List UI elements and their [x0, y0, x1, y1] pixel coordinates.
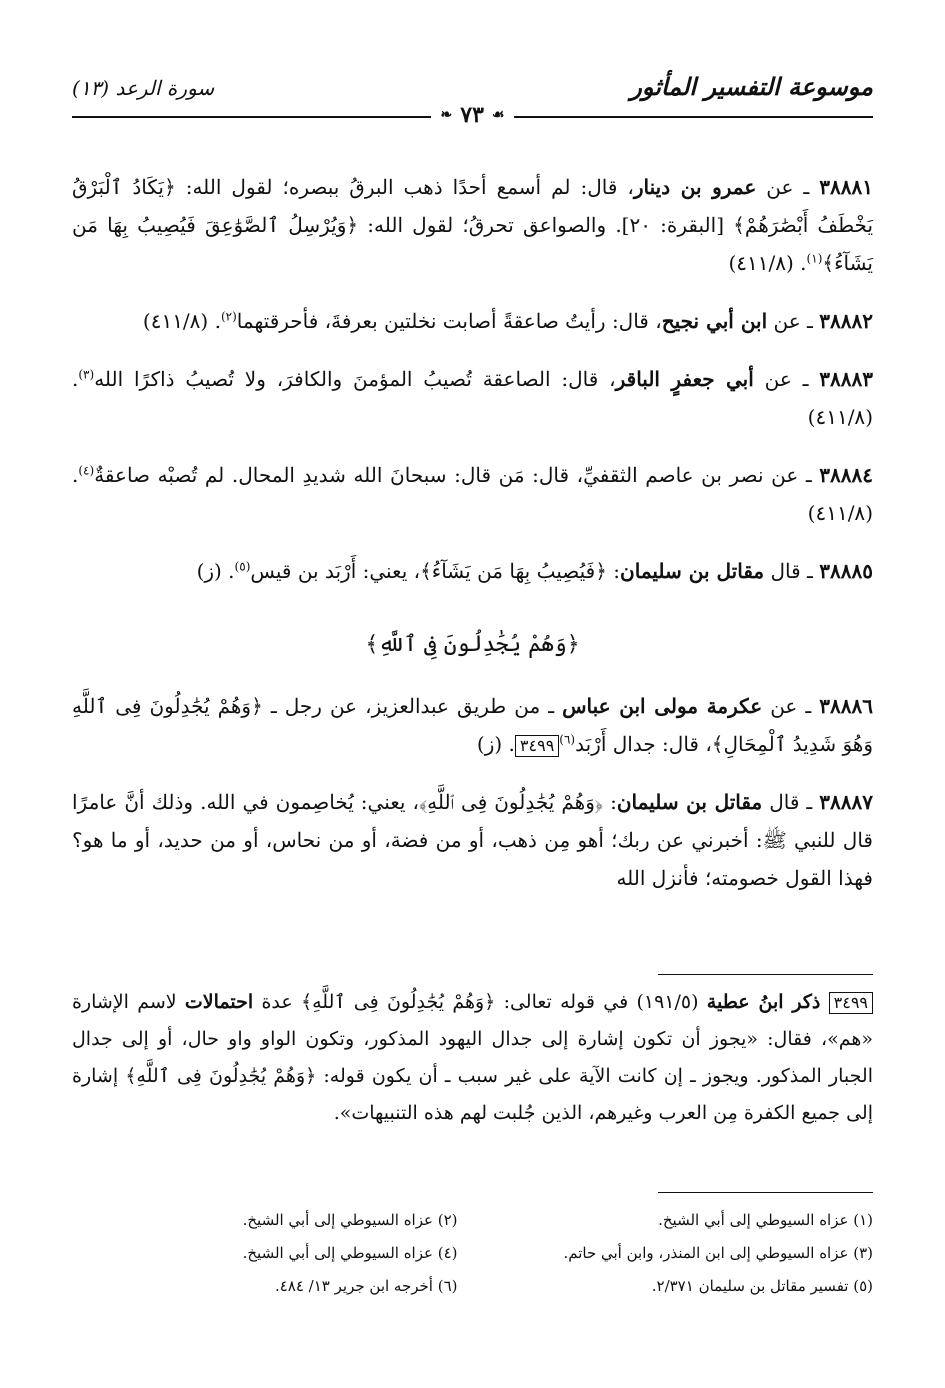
entry-prefix: ـ قال: [762, 790, 820, 814]
page: [72, 60, 873, 1328]
narrator-name: عكرمة مولى ابن عباس: [562, 694, 763, 718]
entry-text: ـ من طريق عبدالعزيز، عن رجل ـ ﴿وَهُمْ يُجَٰدِلُونَ فِى ٱللَّهِ وَهُوَ شَدِيدُ ٱلْمِحَالِ﴾، قال: جدال أَرْبَد: [72, 694, 873, 756]
entry-prefix: ـ عن: [753, 367, 820, 391]
commentary-text-2: لاسم الإشارة «هم»، فقال: «يجوز أن تكون إشارة إلى جدال اليهود المذكور، وتكون الواو واو حال، أو إلى جدال الجبار المذكور. ويجوز ـ إن كانت الآية على غير سبب ـ أن يكون قوله: ﴿وَهُمْ يُجَٰدِلُونَ فِى ٱللَّهِ﴾ إشارة إلى جميع الكفرة مِن العرب وغيرهم، الذين جُلبت لهم هذه التنبيهات».: [72, 991, 873, 1124]
footnote-marker: (٢): [220, 309, 237, 324]
commentary-box-ref: ٣٤٩٩: [515, 735, 559, 757]
commentary-block: [72, 984, 873, 1132]
hadith-entry: [72, 552, 873, 590]
commentary-rule: [658, 974, 873, 975]
entry-number: ٣٨٨٨٣: [819, 367, 873, 391]
entry-prefix: ـ عن: [767, 309, 820, 333]
narrator-name: مقاتل بن سليمان: [620, 559, 765, 583]
book-title: موسوعة التفسير المأثور: [630, 72, 873, 101]
narrator-name: مقاتل بن سليمان: [616, 790, 763, 814]
footnote-3: (٣) عزاه السيوطي إلى ابن المنذر، وابن أبي حاتم.: [563, 1244, 873, 1262]
entry-text: ، قال: لم أسمع أحدًا ذهب البرقُ ببصره؛ لقول الله: ﴿يَكَادُ ٱلْبَرْقُ يَخْطَفُ أَبْصَٰرَهُمْ﴾ [البقرة: ٢٠]. والصواعق تحرقُ؛ لقول الله: ﴿وَيُرْسِلُ ٱلصَّوَٰعِقَ فَيُصِيبُ بِهَا مَن يَشَآءُ﴾: [72, 175, 874, 275]
commentary-lead: ذكر ابنُ عطية: [706, 991, 821, 1013]
running-header: [72, 72, 873, 128]
commentary-text-1: في قوله تعالى: ﴿وَهُمْ يُجَٰدِلُونَ فِى ٱللَّهِ﴾ عدة: [253, 991, 629, 1013]
hadith-entry: [72, 302, 873, 340]
entry-prefix: ـ عن: [756, 175, 820, 199]
footnote-5: (٥) تفسير مقاتل بن سليمان ٢/٣٧١.: [651, 1277, 873, 1295]
page-number-block: [431, 102, 515, 128]
hadith-entry: [72, 168, 873, 282]
footnotes-rule: [658, 1192, 873, 1193]
commentary-box-number: ٣٤٩٩: [829, 992, 873, 1014]
footnote-2: (٢) عزاه السيوطي إلى أبي الشيخ.: [242, 1211, 458, 1229]
footnote-6: (٦) أخرجه ابن جرير ١٣/ ٤٨٤.: [274, 1277, 458, 1295]
hadith-entry: [72, 687, 873, 763]
footnote-marker: (٣): [78, 367, 95, 382]
hadith-entry: [72, 456, 873, 532]
entry-text: ، قال: الصاعقة تُصيبُ المؤمنَ والكافرَ، ولا تُصيبُ ذاكرًا الله: [94, 367, 616, 391]
entry-prefix: ـ عن نصر بن عاصم الثقفيِّ، قال: مَن قال: سبحانَ الله شديدِ المحال. لم تُصبْه صاعقةٌ: [94, 463, 820, 487]
commentary-bold-term: احتمالات: [184, 991, 254, 1013]
entry-ref: . (٤١١/٨): [142, 309, 221, 333]
footnote-1: (١) عزاه السيوطي إلى أبي الشيخ.: [658, 1211, 873, 1229]
footnote-4: (٤) عزاه السيوطي إلى أبي الشيخ.: [242, 1244, 458, 1262]
entry-number: ٣٨٨٨٤: [819, 463, 873, 487]
entry-prefix: ـ قال: [764, 559, 820, 583]
entry-ref: . (٤١١/٨): [728, 251, 807, 275]
footnote-marker: (١): [806, 251, 823, 266]
footnote-marker: (٦): [559, 732, 576, 747]
entry-text: : ﴿فَيُصِيبُ بِهَا مَن يَشَآءُ﴾، يعني: أَرْبَد بن قيس: [250, 559, 621, 583]
ornament-right-icon: ☙: [491, 107, 505, 123]
entry-text: : ﴿وَهُمْ يُجَٰدِلُونَ فِى ٱللَّهِ﴾، يعني: يُخاصِمون في الله. وذلك أنَّ عامرًا قال للنبي ﷺ: أخبرني عن ربك؛ أهو مِن ذهب، أو من فضة، أو من نحاس، أو من حديد، أو ما هو؟ فهذا القول خصومته؛ فأنزل الله: [72, 790, 873, 890]
footnote-marker: (٥): [234, 559, 251, 574]
commentary-ref: (١٩١/٥): [628, 991, 707, 1013]
page-number: ٧٣: [460, 102, 484, 128]
entry-prefix: ـ عن: [762, 694, 820, 718]
entry-ref: . (٤١١/٨): [72, 367, 873, 429]
narrator-name: أبي جعفرٍ الباقر: [615, 367, 754, 391]
narrator-name: عمرو بن دينار: [633, 175, 757, 199]
entry-ref: . (ز): [196, 559, 235, 583]
verse-heading: ﴿وَهُمْ يُجَٰدِلُونَ فِى ٱللَّهِ﴾: [365, 632, 580, 657]
hadith-entry: [72, 360, 873, 436]
narrator-name: ابن أبي نجيح: [661, 309, 768, 333]
entry-number: ٣٨٨٨٦: [819, 694, 873, 718]
entry-number: ٣٨٨٨٧: [819, 790, 873, 814]
entry-text: ، قال: رأيتُ صاعقةً أصابت نخلتين بعرفةَ، فأحرقتهما: [236, 309, 662, 333]
entry-number: ٣٨٨٨٥: [819, 559, 873, 583]
entry-number: ٣٨٨٨١: [819, 175, 874, 199]
ornament-left-icon: ❧: [440, 107, 453, 123]
entry-ref: . (ز): [476, 732, 515, 756]
footnotes: [72, 1204, 873, 1303]
footnote-marker: (٤): [78, 463, 95, 478]
hadith-entry: [72, 783, 873, 897]
main-content: [72, 148, 873, 903]
entry-number: ٣٨٨٨٢: [819, 309, 873, 333]
surah-title: سورة الرعد (١٣): [72, 76, 215, 100]
entry-ref: . (٤١١/٨): [72, 463, 873, 525]
